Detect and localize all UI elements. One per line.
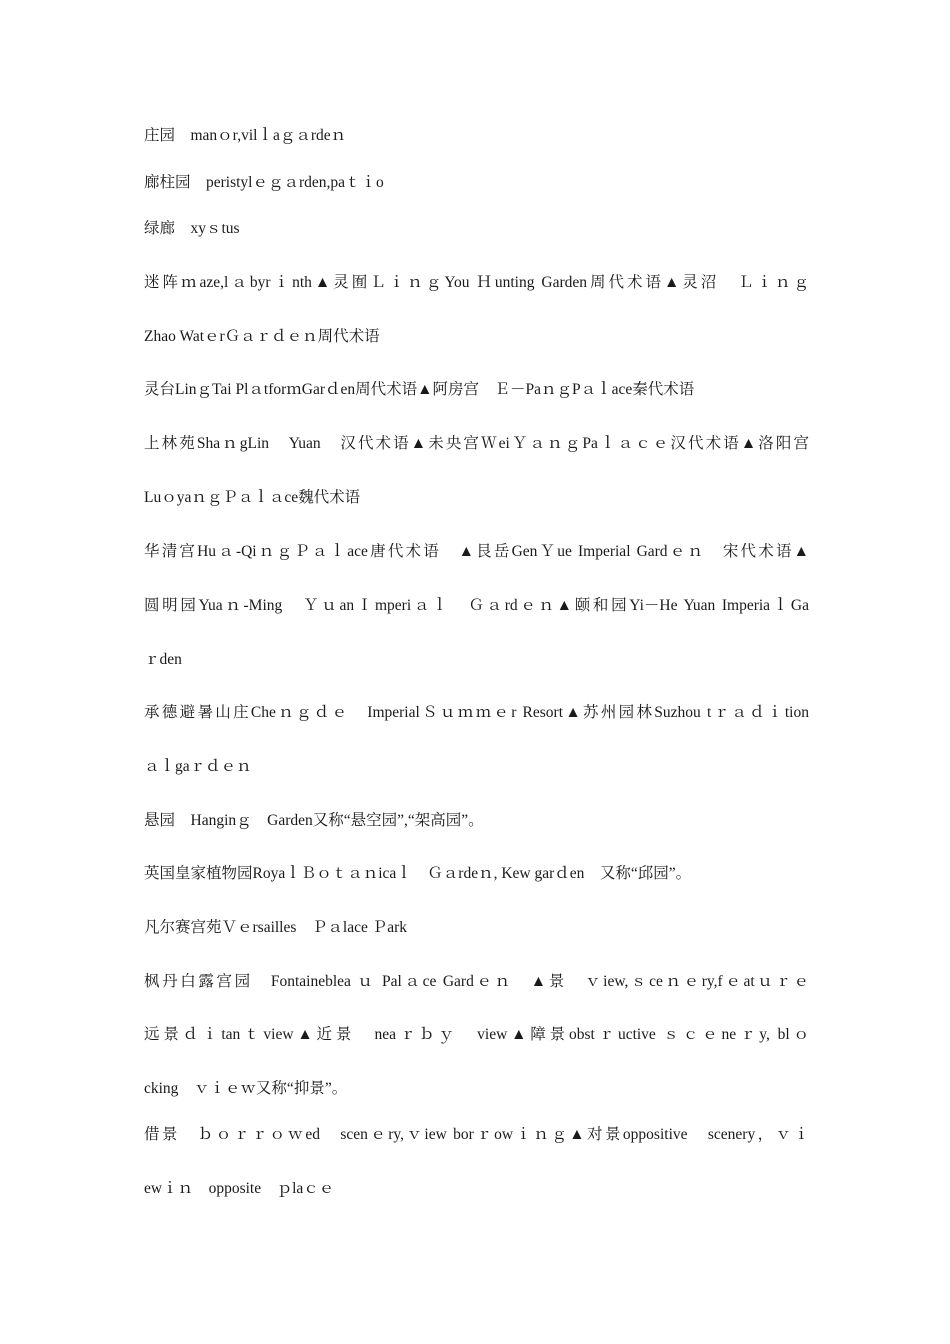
term-line-16: 凡尔赛宫苑Ｖｅrsailles Ｐａlace Ｐark xyxy=(144,919,408,936)
term-line-19: cking ｖｉｅｗ又称“抑景”。 xyxy=(144,1080,348,1097)
term-line-18: 远景ｄｉtanｔview▲近景 neaｒｂｙ view▲障景obstｒuctive ｓｃｅneｒy, blｏ xyxy=(144,1026,809,1043)
term-line-14: 悬园 Hanginｇ Garden又称“悬空园”,“架高园”。 xyxy=(144,812,484,829)
term-line-5: Zhao WatｅrＧａｒｄｅｎ周代术语 xyxy=(144,328,380,345)
term-line-11: ｒden xyxy=(144,651,182,668)
term-line-7: 上林苑ShaｎgLin Yuan 汉代术语▲未央宫ＷeiＹａｎｇPaｌａｃｅ汉代术语▲洛阳宫 xyxy=(144,435,809,452)
term-line-8: LuｏyaｎｇＰａｌａce魏代术语 xyxy=(144,489,361,506)
term-line-6: 灵台LinｇTai PlａtforｍGarｄen周代术语▲阿房宫 Ｅ－PaｎｇPａｌace秦代术语 xyxy=(144,381,695,398)
term-line-1: 庄园 manｏr,vilｌaｇａrdeｎ xyxy=(144,127,347,144)
term-line-12: 承德避暑山庄Cheｎｇｄｅ ImperialＳｕｍｍｅr Resort▲苏州园林Suzhou tｒａｄｉtion xyxy=(144,704,809,721)
term-line-3: 绿廊 xyｓtus xyxy=(144,220,240,237)
term-line-13: ａｌgaｒｄｅｎ xyxy=(144,758,252,775)
term-line-17: 枫丹白露宫园 Fontaineblea ｕ Palａce Gardｅｎ ▲景 ｖiew,ｓceｎｅry,fｅatｕｒｅ xyxy=(144,973,809,990)
term-line-21: ewｉｎ opposite ｐlaｃｅ xyxy=(144,1180,335,1197)
term-line-4: 迷阵ｍaze,lａbyrｉnth▲灵囿ＬｉｎｇYou Ｈunting Garden周代术语▲灵沼 Ｌｉｎｇ xyxy=(144,274,809,291)
term-line-20: 借景 ｂｏｒｒｏｗed scenｅry,ｖiew borｒowｉｎｇ▲对景oppositive scenery，ｖｉ xyxy=(144,1126,809,1143)
term-line-2: 廊柱园 peristylｅｇａrden,paｔｉo xyxy=(144,174,384,191)
term-line-9: 华清宫Huａ-QiｎｇＰａｌace唐代术语 ▲艮岳GenＹue Imperial Gardｅｎ 宋代术语▲ xyxy=(144,543,809,560)
term-line-10: 圆明园Yuaｎ-Ming ＹｕanＩmperiａｌ Ｇａrdｅｎ▲颐和园Yi－He Yuan ImperiaｌGa xyxy=(144,597,809,614)
term-line-15: 英国皇家植物园RoyaｌＢｏｔａｎicaｌ Ｇａrdeｎ, Kew garｄen 又称“邱园”。 xyxy=(144,865,692,882)
